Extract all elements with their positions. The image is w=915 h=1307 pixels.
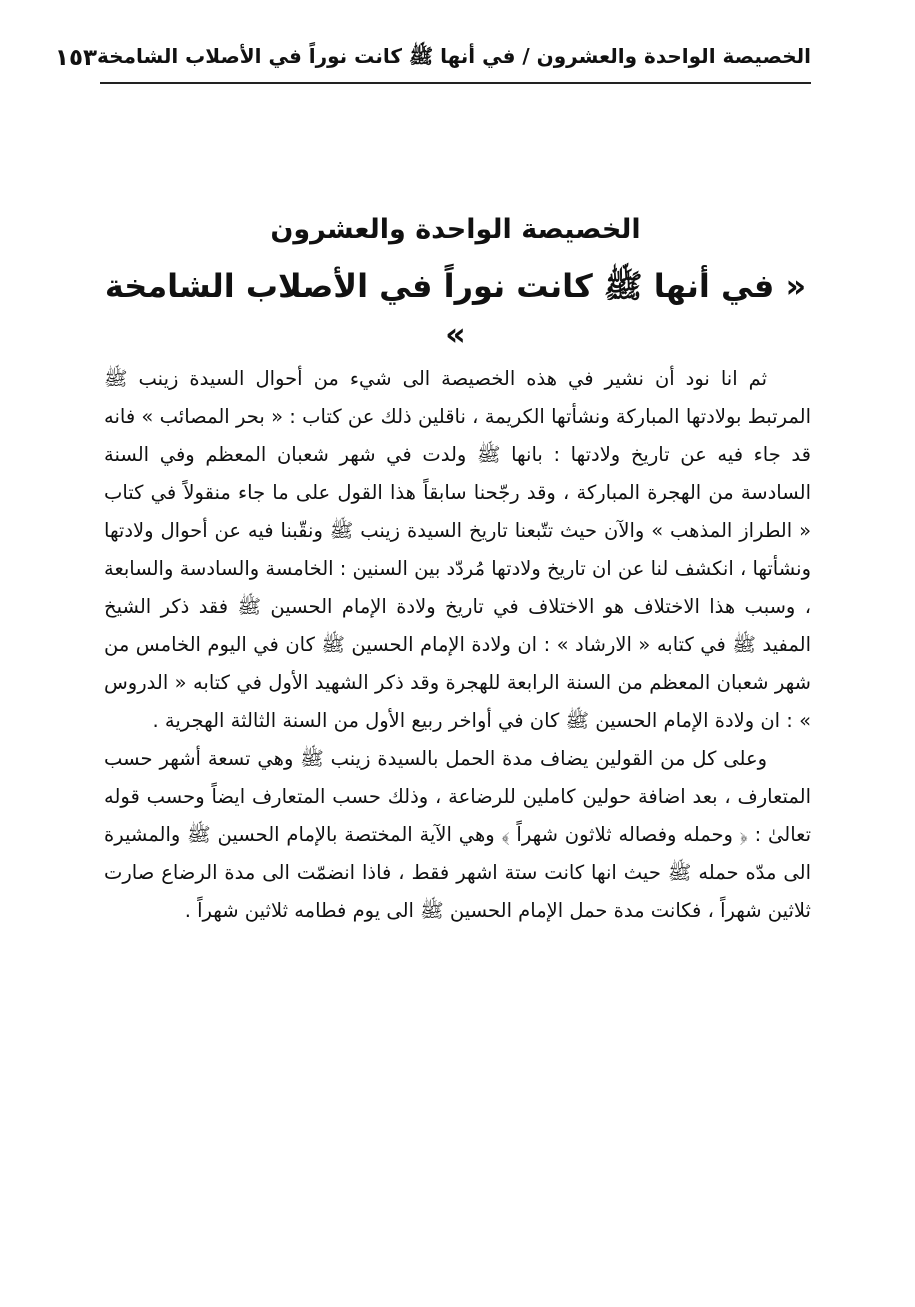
body-text xyxy=(104,360,811,930)
header-divider xyxy=(100,82,811,84)
running-header xyxy=(54,38,811,78)
paragraph-1: ثم انا نود أن نشير في هذه الخصيصة الى شيء من أحوال السيدة زينب ﷺ المرتبط بولادتها المباركة ونشأتها الكريمة ، ناقلين ذلك عن كتاب : « بحر المصائب » فانه قد جاء فيه عن تاريخ ولادتها : بانها ﷺ ولدت في شهر شعبان المعظم وفي السنة السادسة من الهجرة المباركة ، وقد رجّحنا سابقاً هذا القول على ما جاء منقولاً في كتاب « الطراز المذهب » والآن حيث تتّبعنا تاريخ السيدة زينب ﷺ ونقّبنا فيه عن أحوال ولادتها ونشأتها ، انكشف لنا عن ان تاريخ ولادتها مُردّد بين السنين : الخامسة والسادسة والسابعة ، وسبب هذا الاختلاف هو الاختلاف في تاريخ ولادة الإمام الحسين ﷺ فقد ذكر الشيخ المفيد ﷺ في كتابه « الارشاد » : ان ولادة الإمام الحسين ﷺ كان في اليوم الخامس من شهر شعبان المعظم من السنة الرابعة للهجرة وقد ذكر الشهيد الأول في كتابه « الدروس » : ان ولادة الإمام الحسين ﷺ كان في أواخر ربيع الأول من السنة الثالثة الهجرية . xyxy=(103,367,811,732)
chapter-title: الخصيصة الواحدة والعشرون xyxy=(270,214,641,245)
running-title: الخصيصة الواحدة والعشرون / في أنها ﷺ كانت نوراً في الأصلاب الشامخة xyxy=(97,43,811,68)
paragraph-2: وعلى كل من القولين يضاف مدة الحمل بالسيدة زينب ﷺ وهي تسعة أشهر حسب المتعارف ، بعد اضافة حولين كاملين للرضاعة ، وذلك حسب المتعارف ايضاً وحسب قوله تعالىٰ : ﴿ وحمله وفصاله ثلاثون شهراً ﴾ وهي الآية المختصة بالإمام الحسين ﷺ والمشيرة الى مدّه حمله ﷺ حيث انها كانت ستة اشهر فقط ، فاذا انضمّت الى مدة الرضاع صارت ثلاثين شهراً ، فكانت مدة حمل الإمام الحسين ﷺ الى يوم فطامه ثلاثين شهراً . xyxy=(104,747,811,922)
chapter-subtitle: « في أنها ﷺ كانت نوراً في الأصلاب الشامخة » xyxy=(104,267,807,353)
page-number: ١٥٣ xyxy=(54,45,98,71)
